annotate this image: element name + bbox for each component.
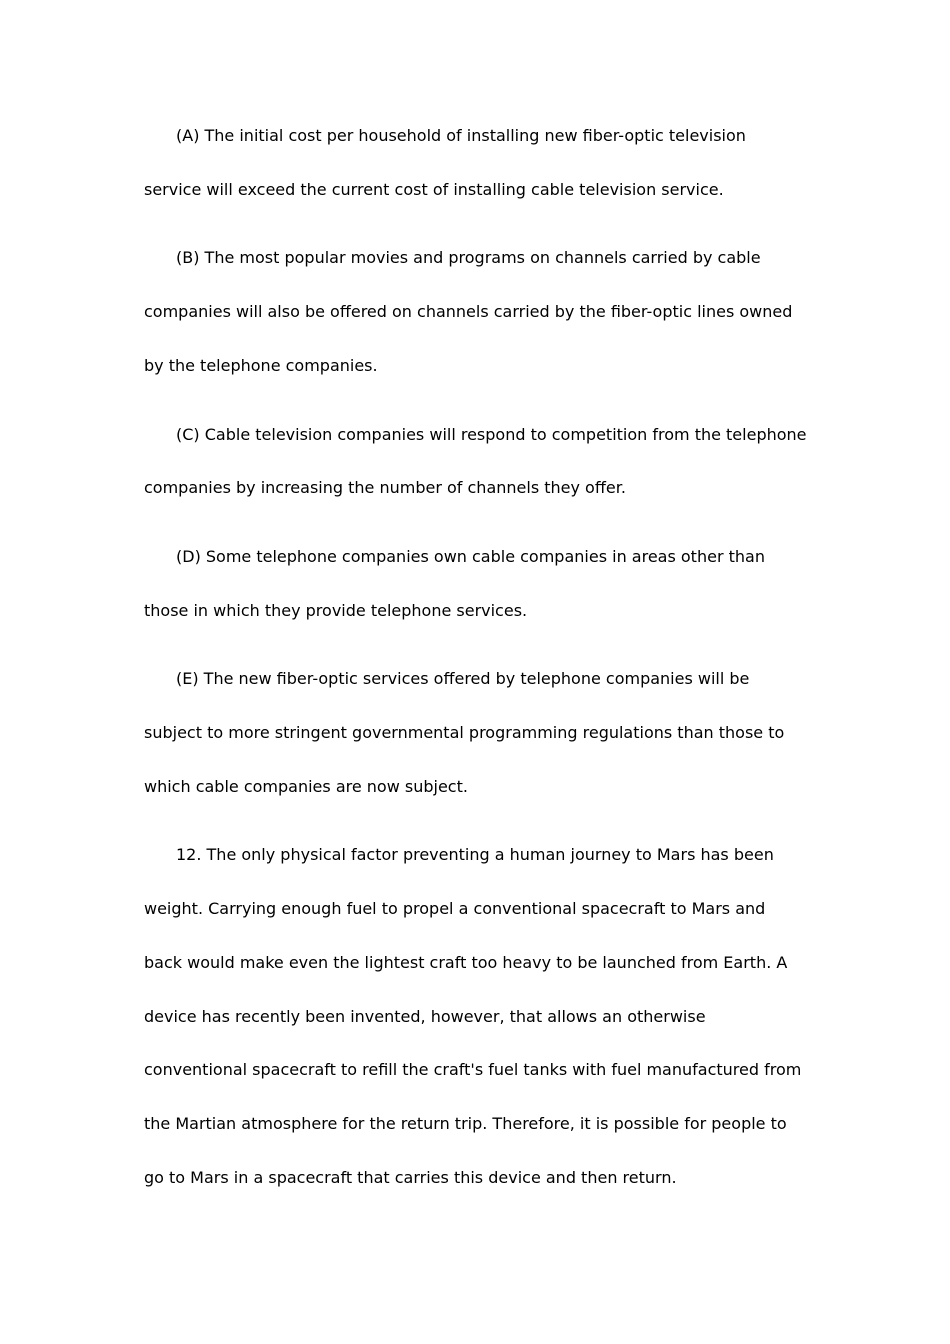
- text-line: (B) The most popular movies and programs on channels carried by cable: [176, 248, 761, 268]
- text-line: companies by increasing the number of channels they offer.: [144, 478, 626, 498]
- text-line: which cable companies are now subject.: [144, 776, 468, 796]
- text-line: device has recently been invented, however, that allows an otherwise: [144, 1006, 706, 1026]
- question-12-passage: [144, 828, 824, 1204]
- text-line: conventional spacecraft to refill the craft's fuel tanks with fuel manufactured from: [144, 1060, 802, 1080]
- text-line: back would make even the lightest craft too heavy to be launched from Earth. A: [144, 952, 788, 972]
- answer-option-c: [144, 408, 824, 515]
- text-line: (E) The new fiber-optic services offered by telephone companies will be: [176, 669, 750, 689]
- answer-option-b: [144, 231, 824, 392]
- text-line: (D) Some telephone companies own cable companies in areas other than: [176, 546, 765, 566]
- answer-option-e: [144, 652, 824, 813]
- text-line: companies will also be offered on channels carried by the fiber-optic lines owned: [144, 302, 793, 322]
- text-line: go to Mars in a spacecraft that carries this device and then return.: [144, 1167, 677, 1187]
- document-body: [144, 109, 824, 1219]
- answer-option-d: [144, 530, 824, 637]
- text-line: those in which they provide telephone services.: [144, 600, 528, 620]
- text-line: (C) Cable television companies will respond to competition from the telephone: [176, 424, 807, 444]
- text-line: (A) The initial cost per household of installing new fiber-optic television: [176, 126, 746, 145]
- text-line: the Martian atmosphere for the return trip. Therefore, it is possible for people to: [144, 1113, 787, 1133]
- text-line: 12. The only physical factor preventing a human journey to Mars has been: [176, 845, 774, 865]
- text-line: service will exceed the current cost of installing cable television service.: [144, 179, 724, 199]
- text-line: subject to more stringent governmental programming regulations than those to: [144, 723, 785, 743]
- text-line: weight. Carrying enough fuel to propel a conventional spacecraft to Mars and: [144, 899, 766, 919]
- text-line: by the telephone companies.: [144, 355, 378, 375]
- answer-option-a: [144, 109, 824, 216]
